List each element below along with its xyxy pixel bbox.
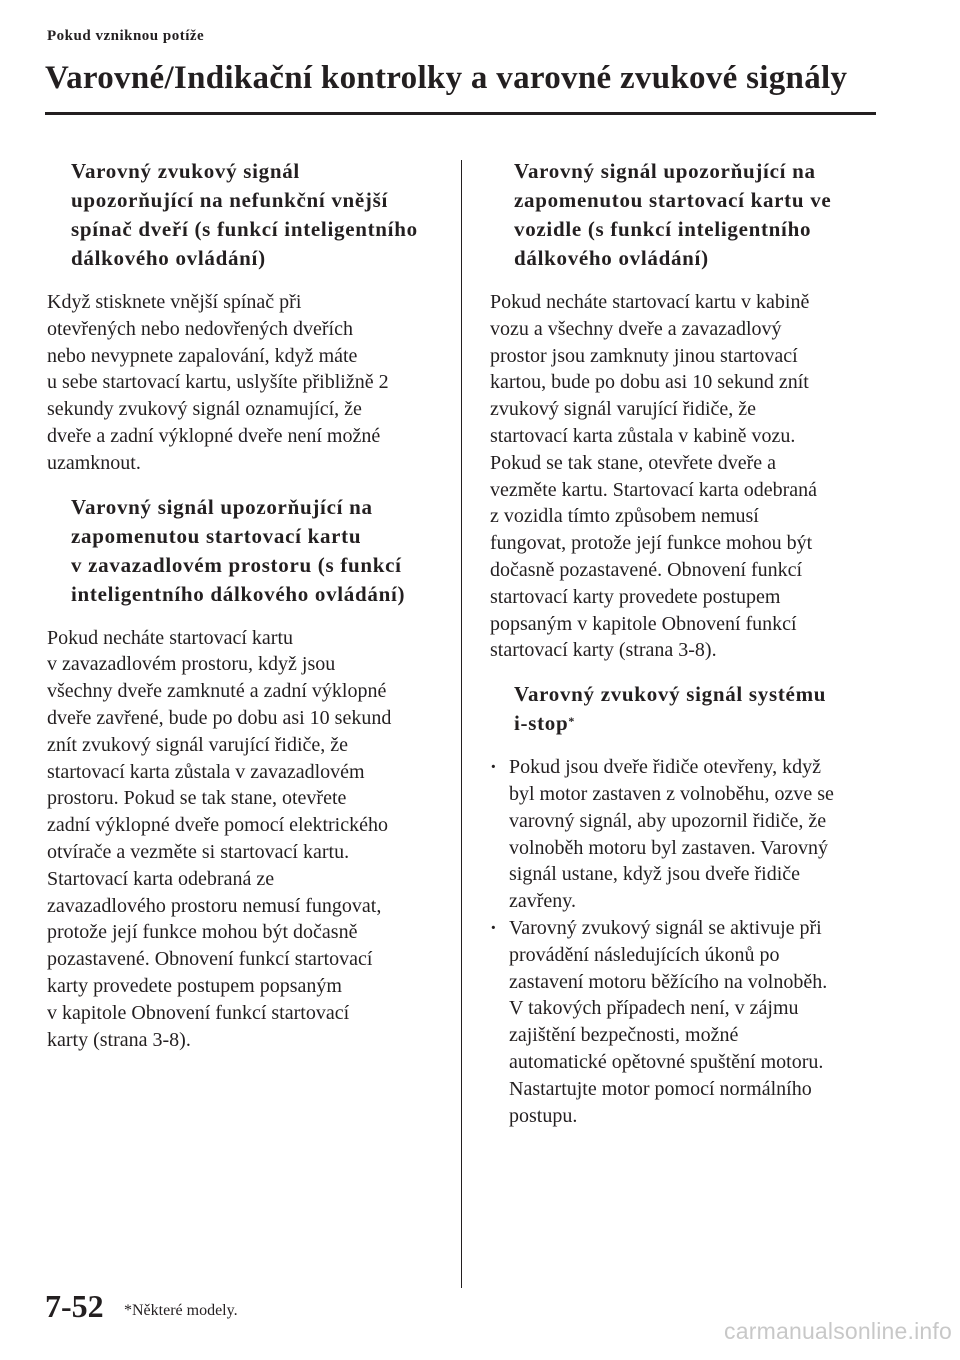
bullet-text: Pokud jsou dveře řidiče otevřeny, když byl motor zastaven z volnoběhu, ozve se varovný signál, aby upozornil řidiče, že volnoběh motoru byl zastaven. Varovný signál ustane, když jsou dveře řidiče zavřeny. [509,756,834,913]
bullet-text: Varovný zvukový signál se aktivuje při provádění následujících úkonů po zastavení motoru běžícího na volnoběh. V takových případech není, v zájmu zajištění bezpečnosti, možné automatické opětovné spuštění motoru. Nastartujte motor pomocí normálního postupu. [509,916,828,1127]
footnote: *Některé modely. [124,1302,238,1319]
heading-outside-switch-warning: Varovný zvukový signál upozorňující na nefunkční vnější spínač dveří (s funkcí inteligentního dálkového ovládání) [71,159,418,270]
heading-card-in-luggage-warning: Varovný signál upozorňující na zapomenutou startovací kartu v zavazadlovém prostoru (s funkcí inteligentního dálkového ovládání) [71,494,406,606]
left-column [47,157,439,1069]
istop-heading-line2: i-stop [514,711,569,736]
bullet-dot-icon: · [490,916,497,939]
column-divider [461,160,462,1288]
heading-card-in-cabin-warning: Varovný signál upozorňující na zapomenutou startovací kartu ve vozidle (s funkcí inteligentního dálkového ovládání) [514,159,832,270]
section-label: Pokud vzniknou potíže [47,28,205,44]
right-column [490,157,880,1129]
page-number: 7-52 [45,1288,104,1324]
asterisk-marker: * [568,714,576,729]
paragraph-card-in-cabin-warning: Pokud necháte startovací kartu v kabině vozu a všechny dveře a zavazadlový prostor jsou zamknuty jinou startovací kartou, bude po dobu asi 10 sekund znít zvukový signál varující řidiče, že startovací karta zůstala v kabině vozu. Pokud se tak stane, otevřete dveře a vezměte kartu. Startovací karta odebraná z vozidla tímto způsobem nemusí fungovat, protože její funkce mohou být dočasně pozastavené. Obnovení funkcí startovací karty provedete postupem popsaným v kapitole Obnovení funkcí startovací karty (strana 3-8). [490,291,818,662]
heading-istop-warning [490,680,880,738]
paragraph-outside-switch-warning: Když stisknete vnější spínač při otevřených nebo nedovřených dveřích nebo nevypnete zapalování, když máte u sebe startovací kartu, uslyšíte přibližně 2 sekundy zvukový signál oznamující, že dveře a zadní výklopné dveře není možné uzamknout. [47,291,389,474]
istop-heading-line1: Varovný zvukový signál systému [514,682,827,707]
watermark: carmanualsonline.info [724,1318,952,1344]
bullet-dot-icon: · [490,756,497,779]
list-item [490,754,880,915]
list-item [490,915,880,1129]
title-rule [45,112,876,115]
paragraph-card-in-luggage-warning: Pokud necháte startovací kartu v zavazadlovém prostoru, když jsou všechny dveře zamknuté a zadní výklopné dveře zavřené, bude po dobu asi 10 sekund znít zvukový signál varující řidiče, že startovací karta zůstala v zavazadlovém prostoru. Pokud se tak stane, otevřete zadní výklopné dveře pomocí elektrického otvírače a vezměte si startovací kartu. Startovací karta odebraná ze zavazadlového prostoru nemusí fungovat, protože její funkce mohou být dočasně pozastavené. Obnovení funkcí startovací karty provedete postupem popsaným v kapitole Obnovení funkcí startovací karty (strana 3-8). [47,626,392,1051]
istop-bullet-list [490,754,880,1129]
chapter-title: Varovné/Indikační kontrolky a varovné zvukové signály [45,60,848,96]
